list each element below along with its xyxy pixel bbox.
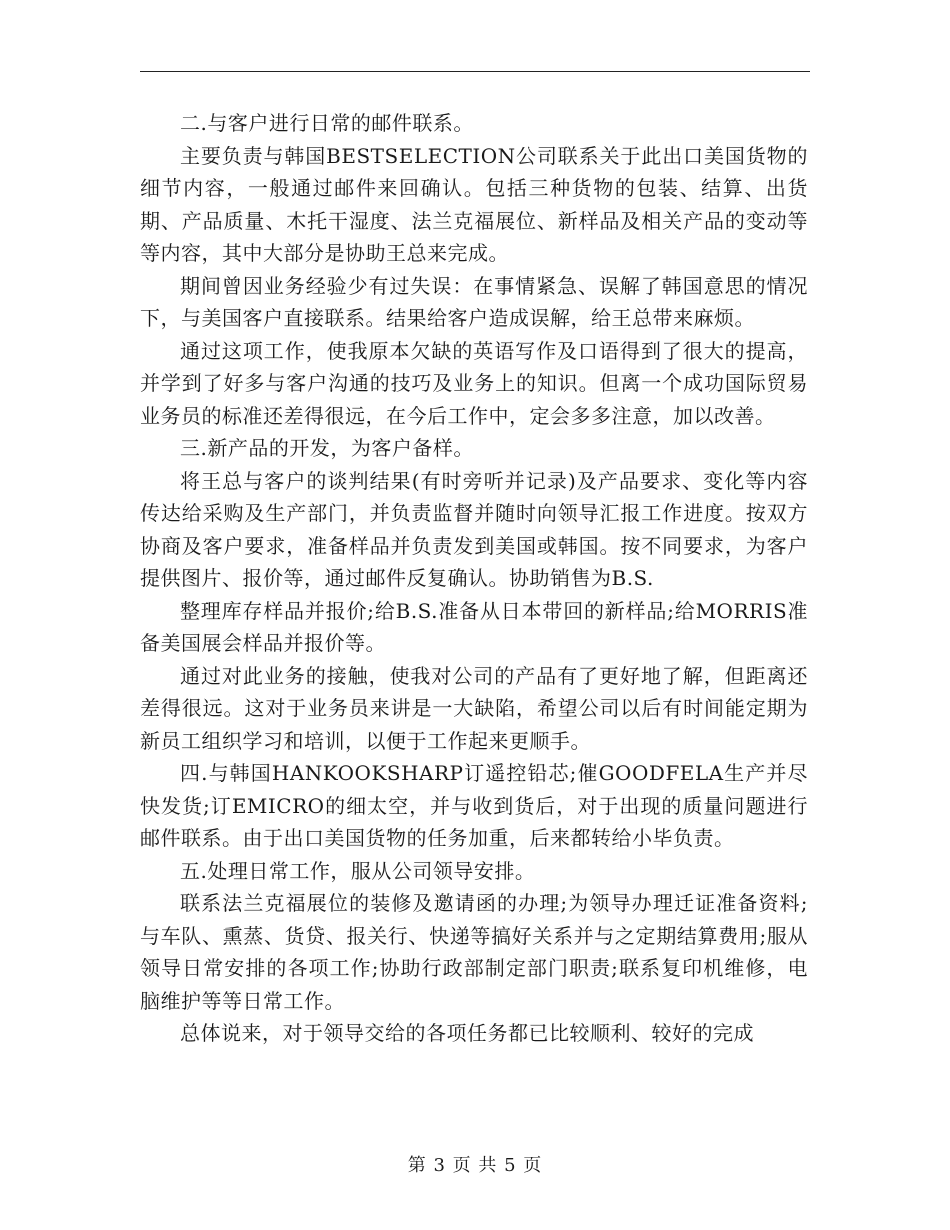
paragraph: 整理库存样品并报价;给B.S.准备从日本带回的新样品;给MORRIS准备美国展会样品并报价等。 xyxy=(140,598,808,655)
paragraph: 通过这项工作，使我原本欠缺的英语写作及口语得到了很大的提高，并学到了好多与客户沟通的技巧及业务上的知识。但离一个成功国际贸易业务员的标准还差得很远，在今后工作中，定会多多注意，加以改善。 xyxy=(140,338,808,428)
section-heading-new-products: 三.新产品的开发，为客户备样。 xyxy=(180,436,474,460)
section-heading-email-contact: 二.与客户进行日常的邮件联系。 xyxy=(180,111,474,135)
paragraph: 期间曾因业务经验少有过失误：在事情紧急、误解了韩国意思的情况下，与美国客户直接联系。结果给客户造成误解，给王总带来麻烦。 xyxy=(140,273,808,330)
section-heading-daily-work: 五.处理日常工作，服从公司领导安排。 xyxy=(180,858,536,883)
section-heading-korea-orders: 四.与韩国HANKOOKSHARP订遥控铅芯;催GOODFELA生产并尽快发货;订EMICRO的细太空，并与收到货后，对于出现的质量问题进行邮件联系。由于出口美国货物的任务加重，后来都转给小毕负责。 xyxy=(140,761,808,850)
document-body xyxy=(140,107,808,1050)
paragraph: 将王总与客户的谈判结果(有时旁听并记录)及产品要求、变化等内容传达给采购及生产部门，并负责监督并随时向领导汇报工作进度。按双方协商及客户要求，准备样品并负责发到美国或韩国。按不同要求，为客户提供图片、报价等，通过邮件反复确认。协助销售为B.S. xyxy=(140,468,808,590)
paragraph: 通过对此业务的接触，使我对公司的产品有了更好地了解，但距离还差得很远。这对于业务员来讲是一大缺陷，希望公司以后有时间能定期为新员工组织学习和培训，以便于工作起来更顺手。 xyxy=(140,663,808,753)
header-rule xyxy=(140,71,810,72)
paragraph: 主要负责与韩国BESTSELECTION公司联系关于此出口美国货物的细节内容，一般通过邮件来回确认。包括三种货物的包装、结算、出货期、产品质量、木托干湿度、法兰克福展位、新样品及相关产品的变动等等内容，其中大部分是协助王总来完成。 xyxy=(140,143,808,265)
paragraph: 总体说来，对于领导交给的各项任务都已比较顺利、较好的完成 xyxy=(180,1021,754,1045)
page-number: 第 3 页 共 5 页 xyxy=(407,1155,543,1176)
paragraph: 联系法兰克福展位的装修及邀请函的办理;为领导办理迁证准备资料;与车队、熏蒸、货贷、报关行、快递等搞好关系并与之定期结算费用;服从领导日常安排的各项工作;协助行政部制定部门职责;联系复印机维修，电脑维护等等日常工作。 xyxy=(140,891,808,1013)
